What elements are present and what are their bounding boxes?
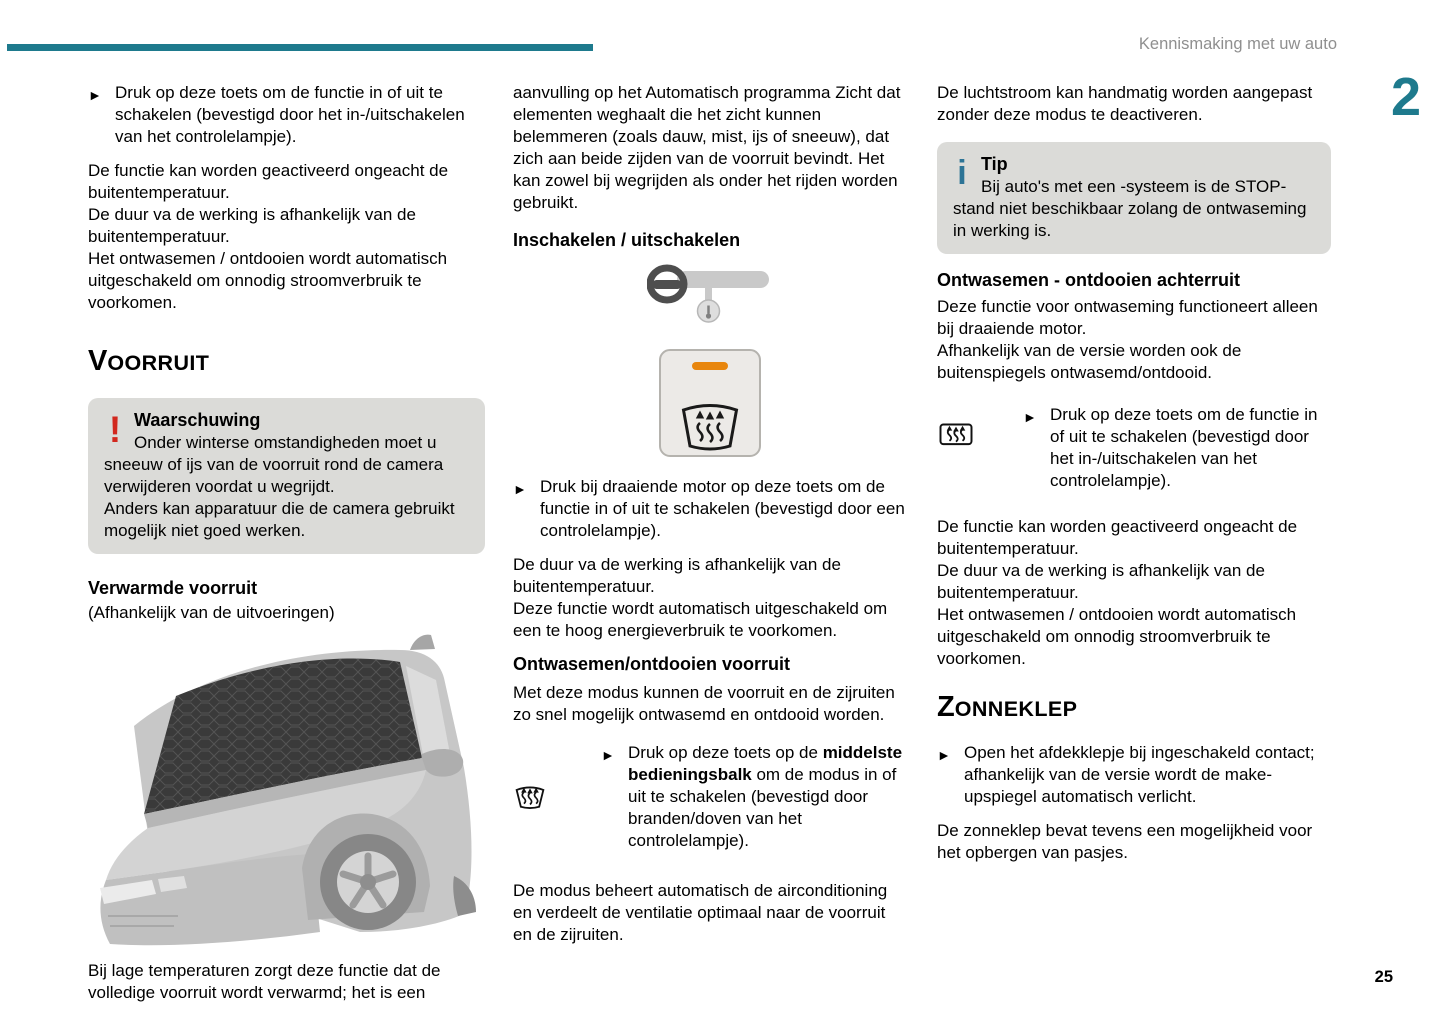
heading-initial: V (88, 345, 108, 377)
paragraph: De functie kan worden geactiveerd ongeacht de buitentemperatuur. (88, 161, 449, 202)
warning-box (88, 398, 485, 554)
defrost-button-icon (658, 348, 762, 458)
instruction-bullet (1023, 404, 1331, 492)
paragraph: Bij lage temperaturen zorgt deze functie dat de volledige voorruit wordt verwarmd; het is een (88, 961, 441, 1002)
tip-box (937, 142, 1331, 254)
paragraph: De duur va de werking is afhankelijk van de buitentemperatuur. (88, 205, 416, 246)
paragraph: Deze functie wordt automatisch uitgeschakeld om een te hoog energieverbruik te voorkomen. (513, 599, 888, 640)
bullet-text: Druk bij draaiende motor op deze toets om de functie in of uit te schakelen (bevestigd door een controlelampje). (540, 477, 905, 540)
warning-title: Waarschuwing (134, 410, 261, 430)
warning-text: Anders kan apparatuur die de camera gebruikt mogelijk niet goed werken. (104, 499, 455, 540)
section-heading-voorruit (88, 344, 485, 382)
column-left (88, 82, 485, 1004)
bullet-text-part: om de modus in of uit te schakelen (bevestigd door branden/doven van het controlelampje). (628, 765, 897, 850)
paragraph: De duur va de werking is afhankelijk van de buitentemperatuur. (937, 561, 1265, 602)
paragraph: Afhankelijk van de versie worden ook de buitenspiegels ontwasemd/ontdooid. (937, 341, 1242, 382)
paragraph: De zonneklep bevat tevens een mogelijkheid voor het opbergen van pasjes. (937, 821, 1313, 862)
arrow-bullet-icon: ► (937, 747, 951, 763)
paragraph: De modus beheert automatisch de airconditioning en verdeelt de ventilatie optimaal naar de voorruit en de zijruiten. (513, 881, 888, 944)
column-right (937, 82, 1331, 864)
paragraph-block (513, 682, 906, 726)
heading-rest: ONNEKLEP (954, 697, 1078, 721)
paragraph-block (88, 960, 485, 1004)
icon-instruction-row (937, 404, 1331, 492)
paragraph-block (937, 820, 1331, 864)
tip-title: Tip (981, 154, 1008, 174)
car-hub (360, 874, 376, 890)
control-location-figure (513, 264, 906, 458)
info-icon: i (957, 154, 967, 192)
section-heading-zonneklep (937, 690, 1331, 728)
bullet-text-part: Druk op deze toets op de (628, 743, 823, 762)
subheading-inschakelen-uitschakelen: Inschakelen / uitschakelen (513, 230, 741, 250)
instruction-bullet (88, 82, 485, 148)
accent-bar (7, 44, 593, 51)
paragraph-block (513, 880, 906, 946)
icon-cell (513, 742, 601, 815)
subheading-verwarmde-voorruit: Verwarmde voorruit (88, 578, 258, 598)
rear-window-defrost-icon (937, 418, 975, 449)
heading-initial: Z (937, 691, 955, 723)
paragraph: Deze functie voor ontwaseming functioneert alleen bij draaiende motor. (937, 297, 1318, 338)
indicator-led (692, 362, 728, 370)
page-number: 25 (1374, 968, 1393, 986)
variant-note: (Afhankelijk van de uitvoeringen) (88, 603, 335, 622)
bullet-text: Druk op deze toets om de functie in of uit te schakelen (bevestigd door het in-/uitschakelen van het controlelampje). (115, 83, 465, 146)
warning-text: Onder winterse omstandigheden moet u sneeuw of ijs van de voorruit rond de camera verwijderen voordat u wegrijdt. (104, 433, 444, 496)
arrow-bullet-icon: ► (1023, 409, 1037, 425)
instruction-bullet (513, 476, 906, 542)
column-middle (513, 82, 906, 946)
paragraph: aanvulling op het Automatisch programma Zicht dat elementen weghaalt die het zicht kunnen belemmeren (zoals dauw, mist, ijs of sneeuw), dat zich aan beide zijden van de voorruit bevindt. Het kan zowel bij wegrijden als onder het rijden worden gebruikt. (513, 83, 901, 212)
paragraph-block (937, 516, 1331, 670)
instruction-bullet (601, 742, 906, 852)
bullet-text (628, 742, 906, 852)
bullet-text: Druk op deze toets om de functie in of uit te schakelen (bevestigd door het in-/uitschakelen van het controlelampje). (1050, 405, 1318, 490)
paragraph-block (513, 554, 906, 642)
paragraph: De luchtstroom kan handmatig worden aangepast zonder deze modus te deactiveren. (937, 83, 1313, 124)
bullet-text-bold: middelste bedieningsbalk (628, 743, 903, 784)
paragraph: De duur va de werking is afhankelijk van de buitentemperatuur. (513, 555, 841, 596)
instruction-bullet (937, 742, 1331, 808)
subheading-ontwasemen-achterruit: Ontwasemen - ontdooien achterruit (937, 270, 1241, 290)
paragraph: Het ontwasemen / ontdooien wordt automatisch uitgeschakeld om onnodig stroomverbruik te voorkomen. (937, 605, 1297, 668)
car-antenna (410, 635, 435, 650)
icon-cell (937, 404, 1023, 455)
arrow-bullet-icon: ► (601, 747, 615, 763)
chapter-number: 2 (1390, 67, 1421, 127)
windscreen-defrost-icon (513, 780, 547, 809)
paragraph-block (937, 296, 1331, 384)
arrow-bullet-icon: ► (88, 87, 102, 103)
tip-text: Bij auto's met een -systeem is de STOP-stand niet beschikbaar zolang de ontwaseming in werking is. (953, 177, 1307, 240)
steering-wheel-icon (647, 264, 773, 338)
paragraph: Het ontwasemen / ontdooien wordt automatisch uitgeschakeld om onnodig stroomverbruik te voorkomen. (88, 249, 448, 312)
paragraph-block (88, 160, 485, 314)
subheading-ontwasemen-voorruit: Ontwasemen/ontdooien voorruit (513, 654, 791, 674)
arrow-bullet-icon: ► (513, 481, 527, 497)
car-illustration (88, 630, 485, 952)
warning-icon: ! (108, 409, 122, 450)
heading-rest: OORRUIT (107, 351, 210, 375)
page-header-title: Kennismaking met uw auto (1138, 35, 1337, 53)
bullet-text: Open het afdekklepje bij ingeschakeld contact; afhankelijk van de versie wordt de make-upspiegel automatisch verlicht. (964, 743, 1315, 806)
icon-instruction-row (513, 742, 906, 852)
paragraph: Met deze modus kunnen de voorruit en de zijruiten zo snel mogelijk ontwasemd en ontdooid worden. (513, 683, 895, 724)
paragraph: De functie kan worden geactiveerd ongeacht de buitentemperatuur. (937, 517, 1298, 558)
